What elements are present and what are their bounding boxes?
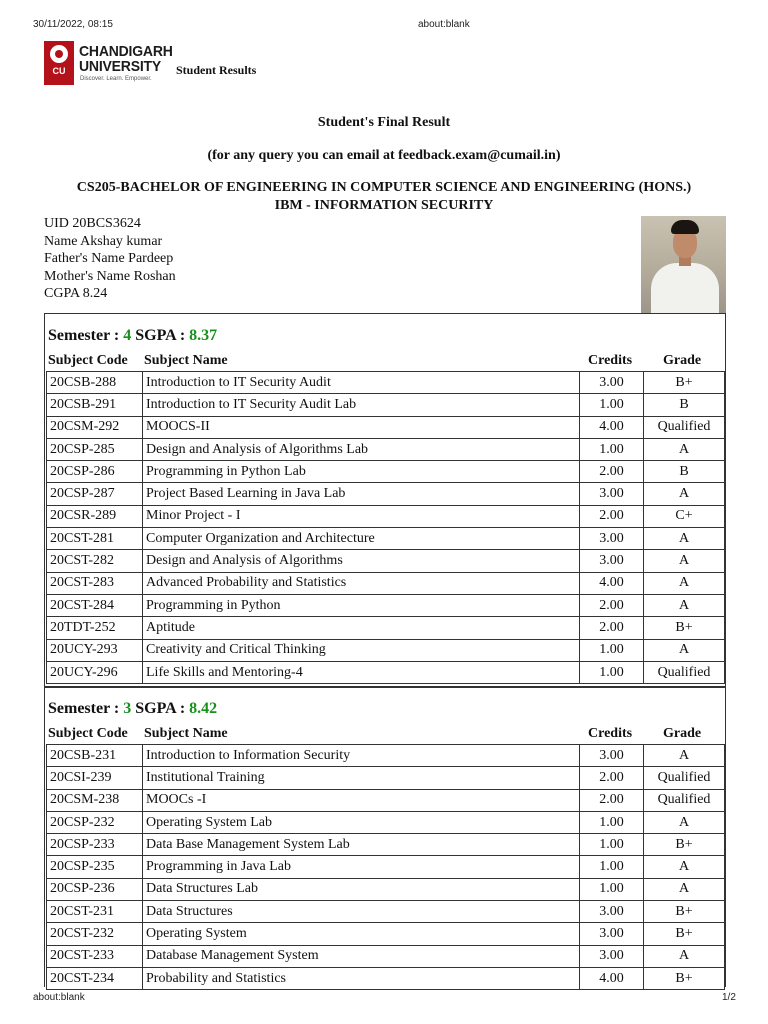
page-number: 1/2 xyxy=(722,992,736,1003)
table-row xyxy=(47,923,725,945)
grade-cell: A xyxy=(644,639,725,661)
logo-seal xyxy=(44,41,74,85)
credits-cell: 3.00 xyxy=(580,745,644,767)
table-row xyxy=(47,550,725,572)
subject-name: MOOCS-II xyxy=(143,416,580,438)
credits-cell: 2.00 xyxy=(580,789,644,811)
grade-cell: A xyxy=(644,550,725,572)
subject-code: 20CSP-287 xyxy=(47,483,143,505)
subject-name: Operating System Lab xyxy=(143,811,580,833)
credits-cell: 4.00 xyxy=(580,572,644,594)
credits-cell: 4.00 xyxy=(580,967,644,989)
logo-tagline: Discover. Learn. Empower. xyxy=(80,76,152,82)
table-row xyxy=(47,661,725,683)
credits-cell: 3.00 xyxy=(580,901,644,923)
credits-cell: 3.00 xyxy=(580,528,644,550)
subject-name: Advanced Probability and Statistics xyxy=(143,572,580,594)
grade-cell: Qualified xyxy=(644,789,725,811)
subject-code: 20CSB-291 xyxy=(47,394,143,416)
grade-cell: B xyxy=(644,394,725,416)
grade-cell: A xyxy=(644,438,725,460)
column-header-name: Subject Name xyxy=(144,726,228,741)
subject-name: Institutional Training xyxy=(143,767,580,789)
credits-cell: 1.00 xyxy=(580,394,644,416)
grade-cell: A xyxy=(644,572,725,594)
sgpa-label: SGPA : xyxy=(131,700,190,717)
subject-code: 20CSP-233 xyxy=(47,834,143,856)
column-header-credits: Credits xyxy=(588,726,633,741)
table-row xyxy=(47,878,725,900)
table-row xyxy=(47,416,725,438)
credits-cell: 1.00 xyxy=(580,438,644,460)
page-title: Student's Final Result xyxy=(317,115,451,130)
column-header-name: Subject Name xyxy=(144,353,228,368)
table-row xyxy=(47,639,725,661)
subject-name: Life Skills and Mentoring-4 xyxy=(143,661,580,683)
credits-cell: 3.00 xyxy=(580,483,644,505)
subject-code: 20CSP-236 xyxy=(47,878,143,900)
father-name: Father's Name Pardeep xyxy=(44,251,174,266)
credits-cell: 2.00 xyxy=(580,505,644,527)
subject-name: Project Based Learning in Java Lab xyxy=(143,483,580,505)
subject-code: 20CSP-235 xyxy=(47,856,143,878)
grade-cell: B xyxy=(644,461,725,483)
credits-cell: 1.00 xyxy=(580,639,644,661)
results-table xyxy=(46,371,725,684)
subject-code: 20CST-234 xyxy=(47,967,143,989)
credits-cell: 3.00 xyxy=(580,550,644,572)
subject-code: 20CSP-232 xyxy=(47,811,143,833)
credits-cell: 2.00 xyxy=(580,617,644,639)
semester-block xyxy=(44,313,726,687)
logo-word-2: UNIVERSITY xyxy=(79,57,162,75)
table-row xyxy=(47,461,725,483)
table-row xyxy=(47,856,725,878)
subject-name: Data Structures Lab xyxy=(143,878,580,900)
student-info xyxy=(44,215,176,303)
credits-cell: 1.00 xyxy=(580,661,644,683)
subject-code: 20UCY-296 xyxy=(47,661,143,683)
subject-code: 20CSM-238 xyxy=(47,789,143,811)
subject-name: Design and Analysis of Algorithms xyxy=(143,550,580,572)
sgpa-value: 8.42 xyxy=(189,700,218,717)
grade-cell: B+ xyxy=(644,372,725,394)
table-row xyxy=(47,528,725,550)
subject-name: Design and Analysis of Algorithms Lab xyxy=(143,438,580,460)
subject-code: 20CSP-286 xyxy=(47,461,143,483)
credits-cell: 4.00 xyxy=(580,416,644,438)
print-header-url: about:blank xyxy=(418,19,470,30)
subject-name: Probability and Statistics xyxy=(143,967,580,989)
column-header-code: Subject Code xyxy=(48,353,128,368)
grade-cell: A xyxy=(644,878,725,900)
table-row xyxy=(47,438,725,460)
credits-cell: 3.00 xyxy=(580,372,644,394)
semester-number: 3 xyxy=(123,700,132,717)
sgpa-value: 8.37 xyxy=(189,327,218,344)
subject-code: 20CSM-292 xyxy=(47,416,143,438)
subject-code: 20CST-284 xyxy=(47,594,143,616)
programme-name: CS205-BACHELOR OF ENGINEERING IN COMPUTER SCIENCE AND ENGINEERING (HONS.) xyxy=(76,180,692,195)
subject-name: Introduction to IT Security Audit xyxy=(143,372,580,394)
subject-code: 20CSB-231 xyxy=(47,745,143,767)
credits-cell: 1.00 xyxy=(580,811,644,833)
grade-cell: A xyxy=(644,594,725,616)
subject-name: Data Base Management System Lab xyxy=(143,834,580,856)
subject-code: 20CSP-285 xyxy=(47,438,143,460)
mother-name: Mother's Name Roshan xyxy=(44,268,176,284)
subject-name: Programming in Python xyxy=(143,594,580,616)
semester-block xyxy=(44,687,726,987)
subject-name: Operating System xyxy=(143,923,580,945)
grade-cell: B+ xyxy=(644,967,725,989)
grade-cell: A xyxy=(644,856,725,878)
credits-cell: 1.00 xyxy=(580,834,644,856)
table-row xyxy=(47,745,725,767)
credits-cell: 2.00 xyxy=(580,767,644,789)
table-row xyxy=(47,572,725,594)
table-row xyxy=(47,483,725,505)
subject-name: Aptitude xyxy=(143,617,580,639)
table-row xyxy=(47,901,725,923)
table-row xyxy=(47,811,725,833)
credits-cell: 2.00 xyxy=(580,461,644,483)
subject-code: 20TDT-252 xyxy=(47,617,143,639)
subject-name: MOOCs -I xyxy=(143,789,580,811)
credits-cell: 3.00 xyxy=(580,923,644,945)
grade-cell: A xyxy=(644,483,725,505)
student-uid: UID 20BCS3624 xyxy=(44,216,141,231)
subject-name: Minor Project - I xyxy=(143,505,580,527)
subject-code: 20CSR-289 xyxy=(47,505,143,527)
print-datetime: 30/11/2022, 08:15 xyxy=(33,19,113,30)
table-row xyxy=(47,789,725,811)
sgpa-label: SGPA : xyxy=(131,327,190,344)
logo-seal-text: CU xyxy=(52,66,66,76)
subject-code: 20CST-281 xyxy=(47,528,143,550)
grade-cell: A xyxy=(644,811,725,833)
grade-cell: A xyxy=(644,745,725,767)
table-row xyxy=(47,394,725,416)
student-photo xyxy=(641,216,726,313)
semester-number: 4 xyxy=(123,327,132,344)
subject-name: Introduction to IT Security Audit Lab xyxy=(143,394,580,416)
query-note: (for any query you can email at feedback.exam@cumail.in) xyxy=(207,148,561,163)
table-row xyxy=(47,372,725,394)
subject-code: 20CST-233 xyxy=(47,945,143,967)
column-header-credits: Credits xyxy=(588,353,633,368)
table-row xyxy=(47,834,725,856)
column-header-grade: Grade xyxy=(663,353,702,368)
grade-cell: A xyxy=(644,528,725,550)
student-name: Name Akshay kumar xyxy=(44,233,163,249)
subject-name: Database Management System xyxy=(143,945,580,967)
column-header-grade: Grade xyxy=(663,726,702,741)
grade-cell: C+ xyxy=(644,505,725,527)
grade-cell: Qualified xyxy=(644,767,725,789)
subject-name: Data Structures xyxy=(143,901,580,923)
semester-heading xyxy=(48,327,217,345)
subject-code: 20UCY-293 xyxy=(47,639,143,661)
column-header-code: Subject Code xyxy=(48,726,128,741)
subject-name: Programming in Java Lab xyxy=(143,856,580,878)
subject-code: 20CST-283 xyxy=(47,572,143,594)
credits-cell: 2.00 xyxy=(580,594,644,616)
semester-label: Semester : xyxy=(48,327,124,344)
subject-name: Programming in Python Lab xyxy=(143,461,580,483)
print-footer-url: about:blank xyxy=(33,992,85,1003)
semester-heading xyxy=(48,700,217,718)
subject-name: Creativity and Critical Thinking xyxy=(143,639,580,661)
subject-code: 20CST-232 xyxy=(47,923,143,945)
logo-word-1: CHANDIGARH xyxy=(79,42,173,60)
credits-cell: 1.00 xyxy=(580,856,644,878)
subject-code: 20CSB-288 xyxy=(47,372,143,394)
page-heading: Student Results xyxy=(176,63,257,77)
table-row xyxy=(47,594,725,616)
table-row xyxy=(47,967,725,989)
subject-name: Introduction to Information Security xyxy=(143,745,580,767)
grade-cell: B+ xyxy=(644,834,725,856)
student-cgpa: CGPA 8.24 xyxy=(44,286,108,301)
semester-label: Semester : xyxy=(48,700,124,717)
grade-cell: B+ xyxy=(644,923,725,945)
subject-code: 20CSI-239 xyxy=(47,767,143,789)
subject-code: 20CST-231 xyxy=(47,901,143,923)
credits-cell: 3.00 xyxy=(580,945,644,967)
table-row xyxy=(47,945,725,967)
credits-cell: 1.00 xyxy=(580,878,644,900)
grade-cell: B+ xyxy=(644,617,725,639)
table-row xyxy=(47,617,725,639)
grade-cell: B+ xyxy=(644,901,725,923)
grade-cell: Qualified xyxy=(644,416,725,438)
grade-cell: Qualified xyxy=(644,661,725,683)
university-logo xyxy=(44,41,173,87)
gear-emblem-icon xyxy=(50,45,68,63)
results-table xyxy=(46,744,725,990)
subject-code: 20CST-282 xyxy=(47,550,143,572)
grade-cell: A xyxy=(644,945,725,967)
table-row xyxy=(47,505,725,527)
table-row xyxy=(47,767,725,789)
programme-specialisation: IBM - INFORMATION SECURITY xyxy=(274,198,494,213)
subject-name: Computer Organization and Architecture xyxy=(143,528,580,550)
